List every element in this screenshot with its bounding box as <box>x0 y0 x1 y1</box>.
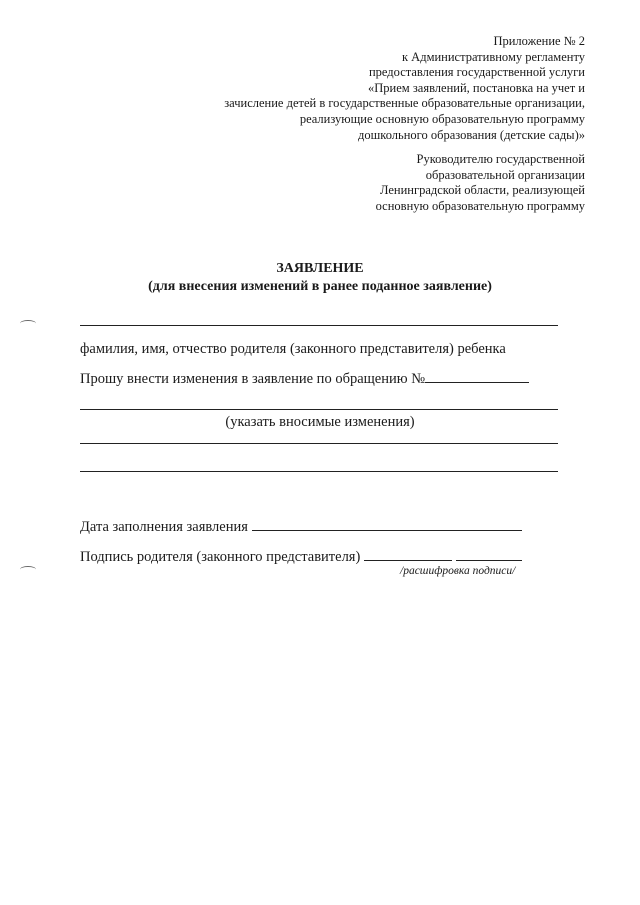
signature-line <box>80 546 522 566</box>
changes-field-line-2[interactable] <box>80 443 558 444</box>
request-text: Прошу внести изменения в заявление по обращению № <box>80 371 426 387</box>
parent-name-caption: фамилия, имя, отчество родителя (законного представителя) ребенка <box>80 341 506 357</box>
date-line <box>80 516 522 536</box>
addressee-line: образовательной организации <box>425 167 585 182</box>
document-title: ЗАЯВЛЕНИЕ <box>276 261 364 276</box>
appendix-header <box>224 34 585 143</box>
changes-field-line-1[interactable] <box>80 409 558 410</box>
addressee-line: Руководителю государственной <box>416 152 585 166</box>
appendix-line: предоставления государственной услуги <box>368 65 585 80</box>
request-line <box>80 368 529 388</box>
appendix-line: зачисление детей в государственные образовательные организации, <box>224 96 585 111</box>
appendix-line: Приложение № 2 <box>493 34 585 48</box>
signature-label: Подпись родителя (законного представителя) <box>80 549 361 565</box>
signature-decoding-field[interactable] <box>456 546 522 561</box>
date-field[interactable] <box>252 516 522 531</box>
changes-field-line-3[interactable] <box>80 471 558 472</box>
parent-name-field[interactable] <box>80 325 558 326</box>
punch-hole-mark <box>20 566 36 573</box>
addressee-line: Ленинградской области, реализующей <box>379 183 585 198</box>
date-label: Дата заполнения заявления <box>80 519 248 535</box>
appendix-line: «Прием заявлений, постановка на учет и <box>368 80 585 95</box>
appendix-line: к Административному регламенту <box>401 49 585 64</box>
addressee-line: основную образовательную программу <box>375 198 585 213</box>
signature-decoding-caption: /расшифровка подписи/ <box>400 565 516 577</box>
appendix-line: дошкольного образования (детские сады)» <box>358 127 585 142</box>
appendix-line: реализующие основную образовательную программу <box>299 111 585 126</box>
changes-caption: (указать вносимые изменения) <box>225 414 415 430</box>
signature-field[interactable] <box>364 546 452 561</box>
addressee-block <box>376 152 585 214</box>
application-number-field[interactable] <box>425 368 529 383</box>
punch-hole-mark <box>20 320 36 327</box>
document-subtitle: (для внесения изменений в ранее поданное заявление) <box>148 279 492 294</box>
